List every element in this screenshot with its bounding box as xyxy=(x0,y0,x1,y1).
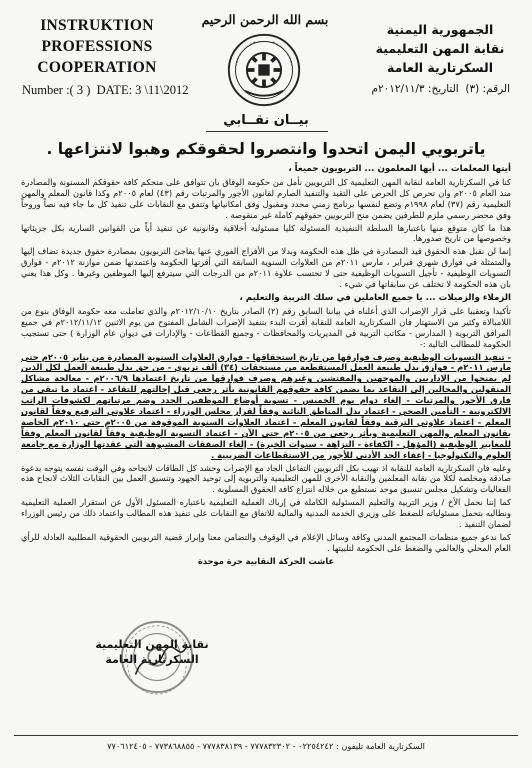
body-paragraph: كنا في السكرتارية العامة لنقابة المهن التعليمية كل التربويين نأمل من حكومة الوفاق بان تتوافق على منحكم كافة حقوقكم المسنونة والمصادرة منذ العام ٢٠٠٥م وان تحرص كل الحرص على التقيد والتنفيذ الصارم لقانون الأجور والمرتبات رقم (٤٣) لعام ٢٠٠٥م وكذا قانون المعلم والمهن التعليمية رقم (٣٧) لعام ١٩٩٨م وتضع لنفسها برنامج زمني محدد ومقبول وفق امكانياتها وتتفق مع النقابات على تنفيذ كل ما جاء فيه نصاً وروحاً وفق محضر رسمي ملزم للطرفين يضمن منح التربويين حقوقهم كاملة غير منقوصة . xyxy=(21,176,511,220)
header-arabic-block xyxy=(370,20,510,77)
document-title: بيــان نقــابي xyxy=(223,113,309,128)
union-emblem-icon xyxy=(226,32,302,108)
document-number-date-arabic: الرقم: (٣) التاريخ: ٢٠١٢/١١/٣م xyxy=(371,83,510,95)
signature-line-2: السكرتارية العامة xyxy=(105,653,199,666)
body-paragraph: إنما لن نقبل هذه الحقوق قيد المصادرة في ظل هذه الحكومة وبدلا من الأفراج الفوري عنها يفاجئ التربويون بمصادرة حقوق جديدة تضاف إليها والمتمثلة في فوارق شهري فبراير ، مارس ٢٠١١م من العلاوات السنوية السابقة التي أقرتها الحكومة واعتمدتها ضمن موازنة ٢٠١٢م - فوارق التسويات الوظيفية - تأجيل التسويات الوظيفية حتى لا تحتسب علاوة ٢٠١١م من الدرجات التي سيترفع إليها الموظفين وغيرها . وكل هذا يعني بان هذه الحكومة لا تختلف عن سابقاتها في شيء . xyxy=(21,246,511,290)
body-paragraph: كما إننا نحمل الأخ / وزير التربية والتعليم المسئولية الكاملة في إرباك العملية التعليمية باعتباره المسئول الأول عن استقرار العملية التعليمية ونطالبه بتحمل مسئولياته للضغط على وزيري الخدمة المدنية والمالية للاتفاق مع النقابات على تنفيذ هذه المطالب واعتماد ذلك من رئيس الوزراء لضمان التنفيذ . xyxy=(21,497,511,530)
union-seal-stamp xyxy=(118,618,196,696)
signature-line-1: نقابة المهن التعليمية xyxy=(95,638,209,651)
footer-divider xyxy=(14,735,518,736)
header-ar-line2: نقابة المهن التعليمية xyxy=(375,41,505,56)
header-en-line3: COOPERATION xyxy=(37,59,157,76)
section-salutation: الزملاء والزميلات ... يا جميع العاملين في سلك التربية والتعليم ، xyxy=(239,292,511,303)
header-en-line2: PROFESSIONS xyxy=(41,38,153,55)
closing-slogan: عاشت الحركة النقابية حرة موحدة xyxy=(197,555,335,566)
footer-contact: السكرتارية العامة تليفون : ٠٢٢٥٤٢٤٢ - ٧٧٧٨٣٢٣٠٢ - ٧٧٧٨٣٨١٣٩ - ٧٧٣٨٦٨٨٥٥ - ٧٧٠٦١٢٤٠٥ xyxy=(107,741,425,751)
body-paragraph: كما ندعو جميع منظمات المجتمع المدني وكافة وسائل الإعلام في الوقوف والتضامن معنا وإبراز قضية التربويين الحقوقية المطلبية العادلة للرأي العام المحلي والعالمي والضغط على الحكومة لتلبيتها . xyxy=(21,532,511,553)
body-paragraph: هذا ما كان متوقع منها باعتبارها السلطة التنفيذية المسئولة كليا مسئولية أخلاقية وقانونية عن تنفيذ أياً من القوانين السارية بكل جزيئاتها وخصوصها من تاريخ صدورها. xyxy=(21,222,511,244)
section-salutation: أيتها المعلمات ... أيها المعلمون ... التربويون جميعاً ، xyxy=(288,164,511,174)
body-paragraph: وعليه فان السكرتارية العامة للنقابة اذ تهيب بكل التربويين التفاعل الجاد مع الإضراب وحشد كل الطاقات لانجاحه وفي الوقت نفسه يتوجه بدعوة صادقة ومخلصة لكلا من نقابة المعلمين والنقابة الأخرى للمهن التعليمية والتربوية إلى توحيد الجهود وتنسيق العمل بين النقابات الثلاث لانجاح هذه الفعاليات وتشكيل مجلس تنسيق موحد نستطيع من خلاله انتزاع كافة الحقوق المسلوبة . xyxy=(21,462,511,495)
header-ar-line3: السكرتارية العامة xyxy=(387,60,493,75)
document-body xyxy=(21,161,511,569)
body-paragraph: تأكيدا وتعقيبا على قرار الإضراب الذي أعلناه في بياننا السابق رقم (٢) الصادر بتاريخ ٢٠١٢/١٠/١٠م والذي تعاملت معه حكومة الوفاق بنوع من اللامبالاة وكثير من الاستهتار فان السكرتارية العامة للنقابة أقرت البدء بتنفيذ الإضراب الشامل المفتوح من يوم الاثنين ٢٠١٢/١١/١٢م في جميع المرافق التربوية ( المدارس - مكاتب التربية في المديريات والمحافظات - وجميع القطاعات - والإدارات في ديوان عام الوزارة ) حتى تستجيب الحكومة للمطالب التالية :- xyxy=(21,305,511,349)
document-number-date: Number :( 3 ) DATE: 3 \11\2012 xyxy=(22,83,189,97)
header-english-block xyxy=(22,15,172,78)
body-paragraph: - تنفيذ التسويات الوظيفية وصرف فوارقها من تاريخ استحقاقها - فوارق العلاوات السنوية المصادرة من يناير ٢٠٠٥م حتى مارس ٢٠١١م - فوارق بدل طبيعة العمل المستقطعة من مستحقات (٣٤) ألف تربوي - من حق بدل طبيعة العمل لكل الذين لم يمنحوا من الإداريين والموجهين والمفتشين وغيرهم وصرف فوارقها من تاريخ اعتمادها ٢٠٠٦/٩م - معالجة مشاكل المنقولين والمحالين إلى التقاعد بما يضمن كافة حقوقهم القانونية بأثر رجعي قبل إحالتهم للتقاعد - اعتماد ما تبقى من فارق الأجور والمرتبات - إلغاء دوام يوم الخميس - تسوية أوضاع الموظفين الجدد وضم مرتباتهم لكشوفات الراتب الالكترونية - التأمين الصحي - اعتماد بدل المناطق النائية وفقاً لقرار مجلس الوزراء - اعتماد علاوتي الترفيع وفقاً لقانون المعلم - اعتماد علاوتي الترقية وفقاً لقانون المعلم - اعتماد العلاوات السنوية الموقوفة من ٢٠٠٥م حتى ٢٠١٠م الخاصة بقانون المعلم والمهن التعليمية وبأثر رجعي من ٢٠٠٥م حتى الآن - اعتماد التسوية الوظيفية وفقاً لقانون المعلم وفقاً للمعايير الوظيفية (المؤهل - الكفاءة - النزاهة - سنوات الخبرة) - إلغاء الصفقات المشبوهة التي عقدتها الوزارة مع جامعة العلوم والتكنولوجيا - إعفاء الحد الأدنى للأجور من الاستقطاعات الضريبية . xyxy=(21,351,512,460)
title-underline xyxy=(206,131,328,132)
document-headline: ياتربويي اليمن اتحدوا وانتصروا لحقوقكم وهبوا لانتزاعها . xyxy=(46,140,486,158)
header-ar-line1: الجمهورية اليمنية xyxy=(386,22,494,37)
basmala: بسم الله الرحمن الرحيم xyxy=(201,12,329,27)
header-en-line1: INSTRUKTION xyxy=(40,17,154,34)
